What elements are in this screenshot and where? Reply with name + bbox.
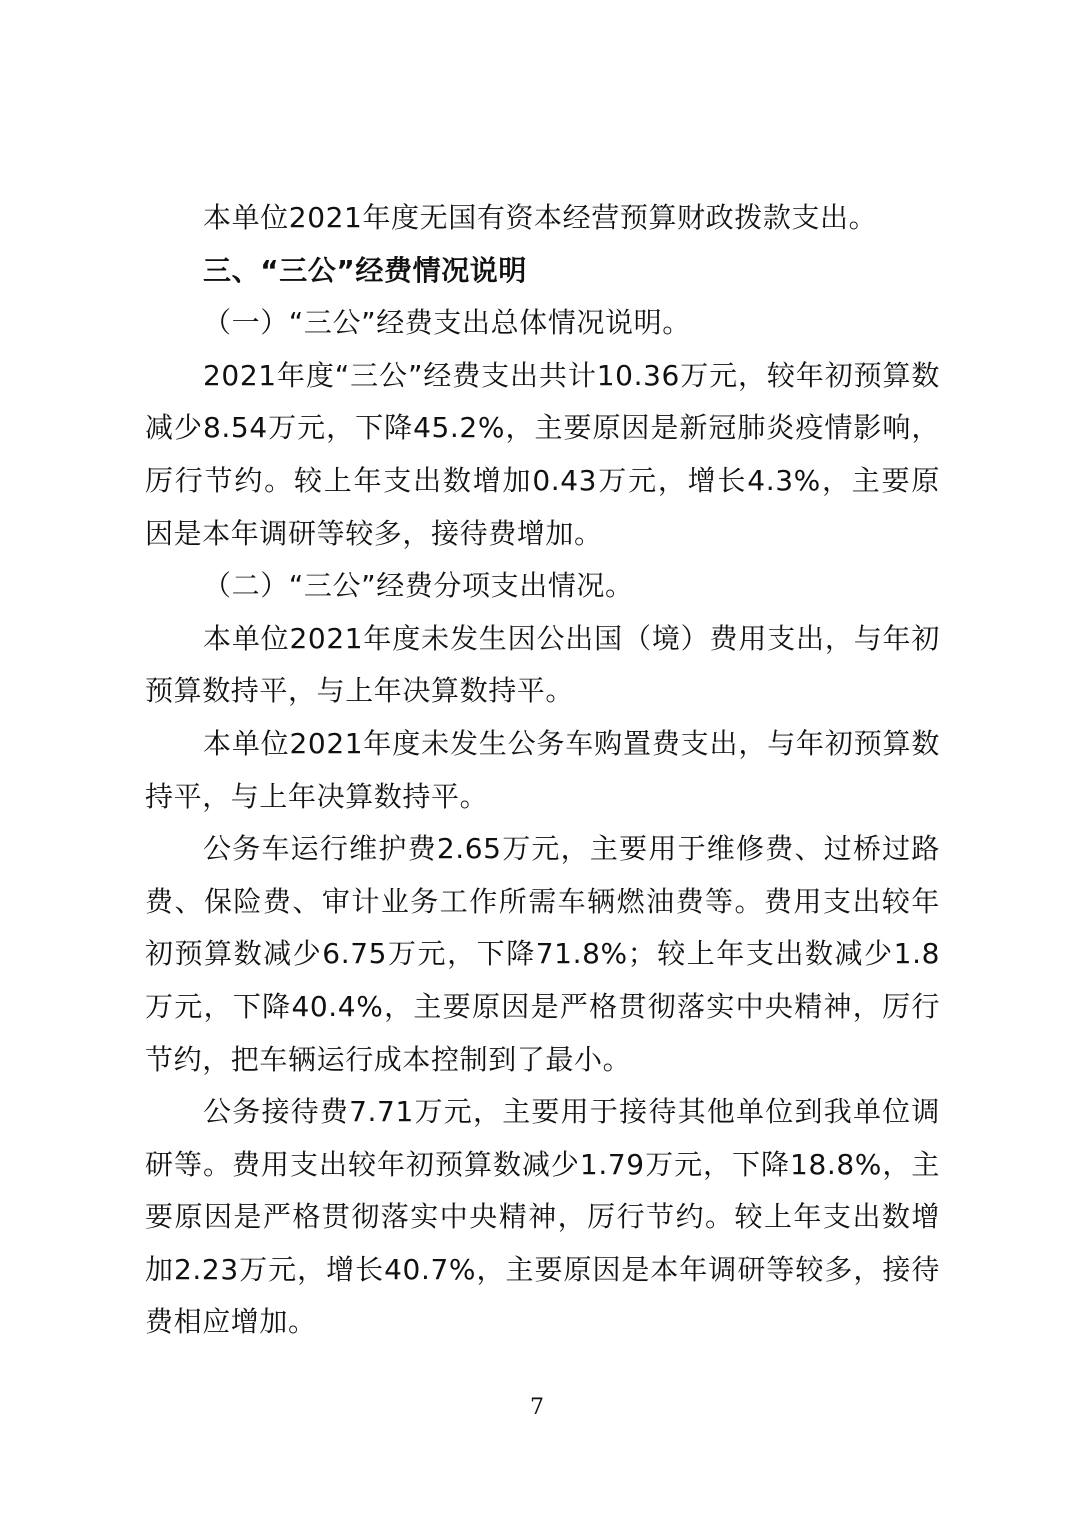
paragraph-vehicle-operation: 公务车运行维护费2.65万元，主要用于维修费、过桥过路费、保险费、审计业务工作所需车辆燃油费等。费用支出较年初预算数减少6.75万元，下降71.8%；较上年支出数减少1.8万元，下降40.4%，主要原因是严格贯彻落实中央精神，厉行节约，把车辆运行成本控制到了最小。	[145, 832, 940, 1076]
paragraph-state-capital-budget: 本单位2021年度无国有资本经营预算财政拨款支出。	[203, 201, 878, 234]
paragraph-overseas-travel: 本单位2021年度未发生因公出国（境）费用支出，与年初预算数持平，与上年决算数持平。	[145, 621, 940, 708]
paragraph-overall-expenditure: 2021年度“三公”经费支出共计10.36万元，较年初预算数减少8.54万元，下降45.2%，主要原因是新冠肺炎疫情影响，厉行节约。较上年支出数增加0.43万元，增长4.3%，主要原因是本年调研等较多，接待费增加。	[145, 358, 940, 550]
subheading-overall-expenditure: （一）“三公”经费支出总体情况说明。	[203, 306, 691, 340]
section-heading-three-public-expenses: 三、“三公”经费情况说明	[203, 253, 528, 287]
paragraph-vehicle-purchase: 本单位2021年度未发生公务车购置费支出，与年初预算数持平，与上年决算数持平。	[145, 726, 940, 813]
document-body	[145, 192, 940, 1349]
paragraph-official-reception: 公务接待费7.71万元，主要用于接待其他单位到我单位调研等。费用支出较年初预算数减少1.79万元，下降18.8%，主要原因是严格贯彻落实中央精神，厉行节约。较上年支出数增加2.23万元，增长40.7%，主要原因是本年调研等较多，接待费相应增加。	[145, 1095, 940, 1339]
subheading-itemized-expenditure: （二）“三公”经费分项支出情况。	[203, 569, 634, 603]
page-number: 7	[530, 1395, 544, 1420]
